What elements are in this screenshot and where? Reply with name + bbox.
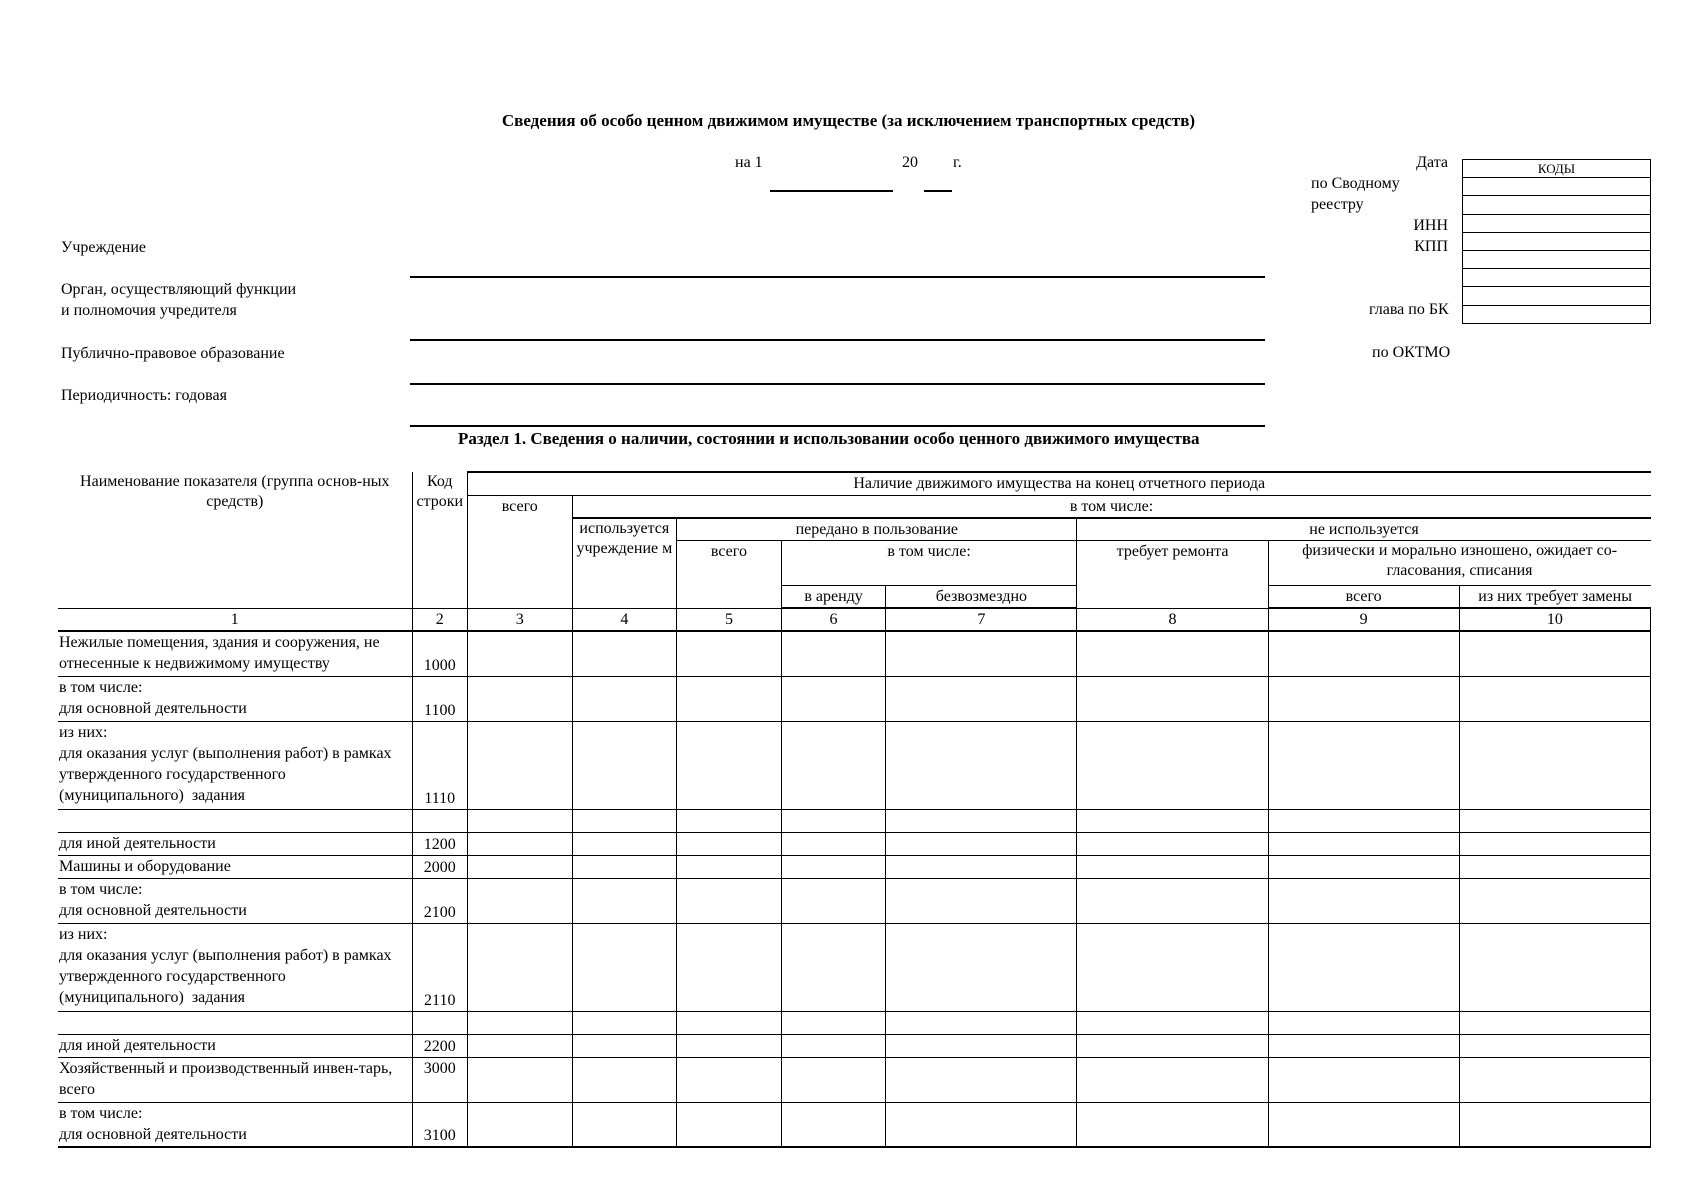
row-name: Машины и оборудование — [58, 855, 412, 878]
date-prefix: на 1 — [735, 154, 763, 171]
value-cell-col-8[interactable] — [1077, 1034, 1268, 1057]
value-cell-col-7[interactable] — [886, 809, 1077, 832]
header-worn-out: физически и морально изношено, ожидает со-гласования, списания — [1268, 541, 1650, 586]
row-name: для иной деятельности — [58, 1034, 412, 1057]
value-cell-col-4[interactable] — [572, 878, 677, 923]
oktmo-label: по ОКТМО — [1372, 344, 1451, 361]
code-registry-cell[interactable] — [1463, 196, 1651, 214]
value-cell-col-9[interactable] — [1268, 832, 1459, 855]
column-number: 3 — [467, 608, 572, 631]
value-cell-col-3[interactable] — [467, 878, 572, 923]
value-cell-col-3[interactable] — [467, 1011, 572, 1034]
header-needs-repair: требует ремонта — [1077, 541, 1268, 609]
row-code: 3100 — [412, 1102, 467, 1147]
header-transferred: передано в пользование — [677, 518, 1077, 541]
codes-caption: КОДЫ — [1463, 160, 1651, 178]
row-name: из них: для оказания услуг (выполнения работ) в рамках утвержденного государственного (муниципального) задания — [58, 721, 412, 809]
value-cell-col-6[interactable] — [781, 631, 886, 676]
value-cell-col-8[interactable] — [1077, 1057, 1268, 1102]
column-number: 5 — [677, 608, 782, 631]
column-number: 9 — [1268, 608, 1459, 631]
header-needs-replacement: из них требует замены — [1459, 586, 1650, 609]
value-cell-col-8[interactable] — [1077, 809, 1268, 832]
value-cell-col-9[interactable] — [1268, 878, 1459, 923]
year-suffix: г. — [953, 154, 962, 171]
row-name: в том числе: для основной деятельности — [58, 878, 412, 923]
value-cell-col-7[interactable] — [886, 676, 1077, 721]
row-code: 2000 — [412, 855, 467, 878]
property-table — [58, 471, 1651, 1148]
column-number: 2 — [412, 608, 467, 631]
registry-code-label-2: реестру — [1311, 196, 1364, 213]
header-including: в том числе: — [572, 495, 1650, 518]
value-cell-col-4[interactable] — [572, 631, 677, 676]
row-code: 1100 — [412, 676, 467, 721]
header-used-by-institution: используется учреждение м — [572, 518, 677, 608]
header-lease: в аренду — [781, 586, 886, 609]
table-row — [58, 1057, 1651, 1102]
value-cell-col-4[interactable] — [572, 721, 677, 809]
header-code: Код строки — [412, 472, 467, 608]
row-name: из них: для оказания услуг (выполнения работ) в рамках утвержденного государственного (муниципального) задания — [58, 923, 412, 1011]
value-cell-col-7[interactable] — [886, 721, 1077, 809]
value-cell-col-6[interactable] — [781, 1011, 886, 1034]
value-cell-col-3[interactable] — [467, 855, 572, 878]
table-row — [58, 878, 1651, 923]
table-row — [58, 832, 1651, 855]
year-prefix: 20 — [902, 154, 918, 171]
code-extra-cell[interactable] — [1463, 287, 1651, 305]
value-cell-col-6[interactable] — [781, 855, 886, 878]
section-1-title: Раздел 1. Сведения о наличии, состоянии и использовании особо ценного движимого имущества — [458, 429, 1200, 448]
row-name: Нежилые помещения, здания и сооружения, не отнесенные к недвижимому имуществу — [58, 631, 412, 676]
table-row — [58, 676, 1651, 721]
inn-label: ИНН — [1413, 217, 1448, 234]
table-row — [58, 855, 1651, 878]
value-cell-col-3[interactable] — [467, 1057, 572, 1102]
value-cell-col-4[interactable] — [572, 676, 677, 721]
value-cell-col-10[interactable] — [1459, 631, 1650, 676]
value-cell-col-4[interactable] — [572, 1034, 677, 1057]
value-cell-col-4[interactable] — [572, 1102, 677, 1147]
value-cell-col-9[interactable] — [1268, 676, 1459, 721]
value-cell-col-6[interactable] — [781, 878, 886, 923]
value-cell-col-7[interactable] — [886, 1011, 1077, 1034]
value-cell-col-4[interactable] — [572, 809, 677, 832]
column-numbers-row — [58, 608, 1651, 631]
value-cell-col-5[interactable] — [677, 923, 782, 1011]
header-not-used: не используется — [1077, 518, 1651, 541]
value-cell-col-7[interactable] — [886, 855, 1077, 878]
value-cell-col-10[interactable] — [1459, 923, 1650, 1011]
value-cell-col-6[interactable] — [781, 1034, 886, 1057]
value-cell-col-3[interactable] — [467, 676, 572, 721]
value-cell-col-8[interactable] — [1077, 832, 1268, 855]
value-cell-col-10[interactable] — [1459, 676, 1650, 721]
code-date-cell[interactable] — [1463, 178, 1651, 196]
value-cell-col-8[interactable] — [1077, 721, 1268, 809]
value-cell-col-5[interactable] — [677, 1011, 782, 1034]
value-cell-col-5[interactable] — [677, 809, 782, 832]
table-row — [58, 1011, 1651, 1034]
value-cell-col-6[interactable] — [781, 832, 886, 855]
value-cell-col-5[interactable] — [677, 721, 782, 809]
header-total: всего — [467, 495, 572, 608]
row-name: для иной деятельности — [58, 832, 412, 855]
value-cell-col-6[interactable] — [781, 676, 886, 721]
column-number: 10 — [1459, 608, 1650, 631]
table-row — [58, 631, 1651, 676]
institution-field[interactable] — [410, 276, 1265, 278]
table-row — [58, 721, 1651, 809]
value-cell-col-9[interactable] — [1268, 1011, 1459, 1034]
row-name — [58, 809, 412, 832]
founder-field[interactable] — [410, 339, 1265, 341]
column-number: 4 — [572, 608, 677, 631]
value-cell-col-10[interactable] — [1459, 1102, 1650, 1147]
row-name — [58, 1011, 412, 1034]
founder-label: Орган, осуществляющий функции — [61, 281, 297, 298]
header-transferred-total: всего — [677, 541, 782, 609]
value-cell-col-5[interactable] — [677, 1057, 782, 1102]
value-cell-col-9[interactable] — [1268, 855, 1459, 878]
row-code: 2100 — [412, 878, 467, 923]
row-name: в том числе: для основной деятельности — [58, 1102, 412, 1147]
header-transferred-including: в том числе: — [781, 541, 1077, 586]
header-worn-total: всего — [1268, 586, 1459, 609]
periodicity-field[interactable] — [410, 425, 1265, 427]
glava-bk-label: глава по БК — [1369, 301, 1449, 318]
value-cell-col-7[interactable] — [886, 631, 1077, 676]
table-row — [58, 1102, 1651, 1147]
value-cell-col-3[interactable] — [467, 1102, 572, 1147]
header-name: Наименование показателя (группа основ-ных средств) — [58, 472, 412, 608]
value-cell-col-10[interactable] — [1459, 832, 1650, 855]
value-cell-col-8[interactable] — [1077, 1011, 1268, 1034]
row-name: Хозяйственный и производственный инвен-тарь, всего — [58, 1057, 412, 1102]
value-cell-col-10[interactable] — [1459, 878, 1650, 923]
public-entity-label: Публично-правовое образование — [61, 345, 285, 362]
value-cell-col-7[interactable] — [886, 1102, 1077, 1147]
column-number: 8 — [1077, 608, 1268, 631]
column-number: 6 — [781, 608, 886, 631]
value-cell-col-6[interactable] — [781, 721, 886, 809]
value-cell-col-6[interactable] — [781, 923, 886, 1011]
value-cell-col-9[interactable] — [1268, 1057, 1459, 1102]
row-code — [412, 1011, 467, 1034]
row-code: 2110 — [412, 923, 467, 1011]
code-kpp-cell[interactable] — [1463, 232, 1651, 250]
code-extra-cell[interactable] — [1463, 250, 1651, 268]
value-cell-col-5[interactable] — [677, 878, 782, 923]
value-cell-col-8[interactable] — [1077, 878, 1268, 923]
value-cell-col-5[interactable] — [677, 676, 782, 721]
row-code: 3000 — [412, 1057, 467, 1102]
value-cell-col-9[interactable] — [1268, 1102, 1459, 1147]
value-cell-col-10[interactable] — [1459, 721, 1650, 809]
value-cell-col-3[interactable] — [467, 1034, 572, 1057]
periodicity-label: Периодичность: годовая — [61, 387, 227, 404]
row-code: 1110 — [412, 721, 467, 809]
row-code: 1200 — [412, 832, 467, 855]
table-row — [58, 1034, 1651, 1057]
value-cell-col-10[interactable] — [1459, 809, 1650, 832]
value-cell-col-10[interactable] — [1459, 1011, 1650, 1034]
value-cell-col-7[interactable] — [886, 832, 1077, 855]
value-cell-col-7[interactable] — [886, 923, 1077, 1011]
date-year-field[interactable] — [924, 190, 952, 192]
value-cell-col-4[interactable] — [572, 855, 677, 878]
value-cell-col-3[interactable] — [467, 631, 572, 676]
value-cell-col-4[interactable] — [572, 923, 677, 1011]
value-cell-col-9[interactable] — [1268, 809, 1459, 832]
value-cell-col-3[interactable] — [467, 832, 572, 855]
codes-box — [1462, 159, 1651, 324]
value-cell-col-8[interactable] — [1077, 855, 1268, 878]
value-cell-col-10[interactable] — [1459, 1034, 1650, 1057]
code-extra-cell[interactable] — [1463, 269, 1651, 287]
table-row — [58, 809, 1651, 832]
value-cell-col-9[interactable] — [1268, 1034, 1459, 1057]
value-cell-col-4[interactable] — [572, 832, 677, 855]
form-title: Сведения об особо ценном движимом имуществе (за исключением транспортных средств) — [501, 111, 1196, 130]
header-availability: Наличие движимого имущества на конец отчетного периода — [467, 472, 1650, 495]
value-cell-col-9[interactable] — [1268, 631, 1459, 676]
value-cell-col-4[interactable] — [572, 1011, 677, 1034]
kpp-label: КПП — [1414, 238, 1448, 255]
value-cell-col-9[interactable] — [1268, 923, 1459, 1011]
date-code-label: Дата — [1416, 154, 1448, 171]
value-cell-col-7[interactable] — [886, 1057, 1077, 1102]
value-cell-col-8[interactable] — [1077, 1102, 1268, 1147]
value-cell-col-10[interactable] — [1459, 1057, 1650, 1102]
registry-code-label: по Сводному — [1311, 175, 1400, 192]
table-row — [58, 923, 1651, 1011]
value-cell-col-5[interactable] — [677, 832, 782, 855]
institution-label: Учреждение — [61, 239, 146, 256]
row-name: в том числе: для основной деятельности — [58, 676, 412, 721]
value-cell-col-6[interactable] — [781, 809, 886, 832]
value-cell-col-3[interactable] — [467, 923, 572, 1011]
value-cell-col-8[interactable] — [1077, 676, 1268, 721]
value-cell-col-8[interactable] — [1077, 923, 1268, 1011]
value-cell-col-3[interactable] — [467, 809, 572, 832]
value-cell-col-5[interactable] — [677, 1034, 782, 1057]
value-cell-col-5[interactable] — [677, 855, 782, 878]
value-cell-col-5[interactable] — [677, 631, 782, 676]
code-inn-cell[interactable] — [1463, 214, 1651, 232]
value-cell-col-8[interactable] — [1077, 631, 1268, 676]
value-cell-col-7[interactable] — [886, 878, 1077, 923]
code-glava-cell[interactable] — [1463, 305, 1651, 323]
value-cell-col-5[interactable] — [677, 1102, 782, 1147]
date-day-field[interactable] — [770, 190, 893, 192]
value-cell-col-7[interactable] — [886, 1034, 1077, 1057]
value-cell-col-10[interactable] — [1459, 855, 1650, 878]
value-cell-col-6[interactable] — [781, 1057, 886, 1102]
column-number: 1 — [58, 608, 412, 631]
row-code: 1000 — [412, 631, 467, 676]
value-cell-col-9[interactable] — [1268, 721, 1459, 809]
public-entity-field[interactable] — [410, 383, 1265, 385]
value-cell-col-3[interactable] — [467, 721, 572, 809]
header-free: безвозмездно — [886, 586, 1077, 609]
value-cell-col-4[interactable] — [572, 1057, 677, 1102]
founder-label-2: и полномочия учредителя — [61, 302, 237, 319]
row-code: 2200 — [412, 1034, 467, 1057]
row-code — [412, 809, 467, 832]
column-number: 7 — [886, 608, 1077, 631]
value-cell-col-6[interactable] — [781, 1102, 886, 1147]
